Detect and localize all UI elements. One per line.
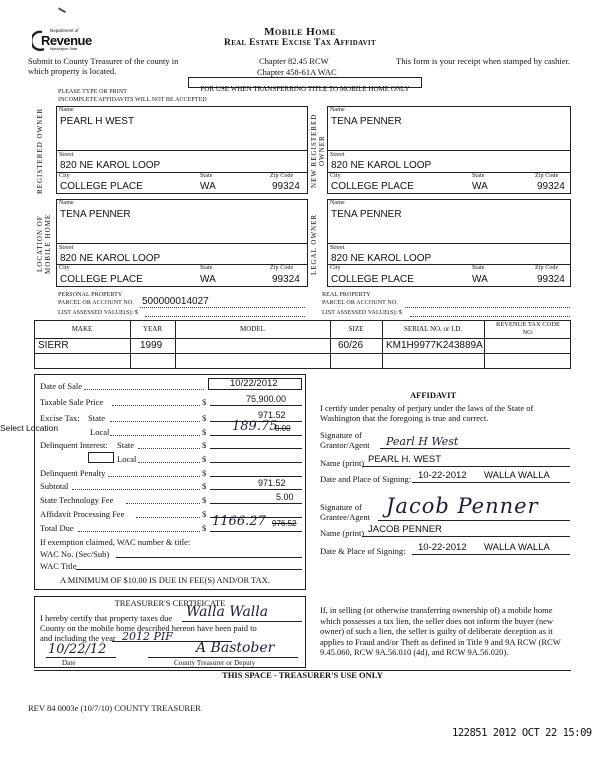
grantor-place[interactable]: WALLA WALLA (484, 470, 550, 481)
lo-city-label: City (330, 265, 341, 271)
real-assessed-label: LIST ASSESSED VALUE(S): $ (322, 310, 403, 316)
lo-street-label: Street (330, 245, 345, 251)
grantee-signature-label: Signature of Grantee/Agent (320, 502, 371, 522)
treasurer-signature[interactable]: A Bastober (196, 640, 275, 656)
processing-fee-label: Affidavit Processing Fee (40, 509, 125, 519)
loc-city[interactable]: COLLEGE PLACE (60, 274, 143, 285)
instruction-print: PLEASE TYPE OR PRINT (58, 89, 128, 95)
total-due-struck: 976.52 (272, 519, 297, 528)
dor-logo (32, 28, 94, 52)
lo-zip-label: Zip Code (535, 265, 559, 271)
grantee-date[interactable]: 10-22-2012 (418, 542, 467, 553)
grantee-name[interactable]: JACOB PENNER (368, 524, 442, 535)
minimum-notice: A MINIMUM OF $10.00 IS DUE IN FEE(S) AND/OR TAX. (60, 575, 271, 585)
grantee-signature[interactable]: Jacob Penner (386, 494, 539, 518)
processing-fee-dollar: $ (202, 509, 207, 519)
fraud-notice: If, in selling (or otherwise transferring ownership of) a mobile home which possesses a tax lien, the seller does not inform the buyer (new owner) of such a lien, the seller is guilty of deliberate deception as it applies to Fraud and/or Theft as defined in Title 9 and 9A RCW (RCW 9.45.060, RCW 9A.56.010 (4d), and RCW 9A.56.020). (320, 605, 561, 657)
excise-state[interactable]: 971.52 (258, 410, 286, 420)
delinquent-penalty-dollar: $ (202, 468, 207, 478)
ro-zip-label: Zip Code (270, 173, 294, 179)
grantor-date-place-label: Date and Place of Signing: (320, 474, 412, 484)
col-make: MAKE (71, 325, 93, 333)
col-serial: SERIAL NO. or I.D. (403, 325, 463, 333)
excise-local-label: Local (90, 427, 110, 437)
delinquent-local-label: Local (117, 454, 137, 464)
registered-owner-label: REGISTERED OWNER (36, 107, 44, 195)
ro-name[interactable]: PEARL H WEST (60, 116, 135, 127)
excise-tax-label: Excise Tax: (40, 413, 80, 423)
treasurer-date[interactable]: 10/22/12 (48, 642, 107, 657)
no-zip-label: Zip Code (535, 173, 559, 179)
loc-zip[interactable]: 99324 (272, 274, 300, 285)
no-city[interactable]: COLLEGE PLACE (331, 181, 414, 192)
total-due-dollar: $ (202, 523, 207, 533)
vehicle-make[interactable]: SIERR (38, 340, 69, 351)
form-id: REV 84 0003e (10/7/10) COUNTY TREASURER (28, 703, 201, 713)
sale-price-label: Taxable Sale Price (40, 397, 104, 407)
receipt-text: This form is your receipt when stamped by cashier. (396, 56, 570, 66)
loc-state[interactable]: WA (200, 274, 216, 285)
ro-state[interactable]: WA (200, 181, 216, 192)
tech-fee[interactable]: 5.00 (276, 492, 294, 502)
lo-state[interactable]: WA (472, 274, 488, 285)
logo-line1: Department of (50, 28, 79, 33)
ro-street-label: Street (59, 152, 74, 158)
ro-name-label: Name (59, 107, 74, 113)
excise-state-label: State (88, 413, 105, 423)
wac-no-label: WAC No. (Sec/Sub) (40, 549, 110, 559)
no-state-label: State (472, 173, 485, 179)
wac-title-label: WAC Title (40, 561, 77, 571)
sale-price-dollar: $ (202, 397, 207, 407)
lo-zip[interactable]: 99324 (537, 274, 565, 285)
exemption-text: If exemption claimed, WAC number & title: (40, 537, 191, 547)
date-of-sale-label: Date of Sale (40, 381, 83, 391)
delinquent-interest-label: Delinquent Interest: (40, 440, 108, 450)
loc-street-label: Street (59, 245, 74, 251)
total-due-label: Total Due (40, 523, 74, 533)
lo-street[interactable]: 820 NE KAROL LOOP (331, 253, 432, 264)
sale-price[interactable]: 75,900.00 (246, 394, 287, 404)
date-of-sale[interactable]: 10/22/2012 (230, 378, 278, 389)
tech-fee-dollar: $ (202, 495, 207, 505)
grantor-signature[interactable]: Pearl H West (386, 435, 459, 448)
treasurer-signature-label: County Treasurer or Deputy (174, 659, 256, 667)
ro-street[interactable]: 820 NE KAROL LOOP (60, 160, 161, 171)
personal-assessed-label: LIST ASSESSED VALUE(S): $ (58, 310, 139, 316)
loc-state-label: State (200, 265, 213, 271)
grantor-name[interactable]: PEARL H. WEST (368, 454, 442, 465)
ro-zip[interactable]: 99324 (272, 181, 300, 192)
no-zip[interactable]: 99324 (537, 181, 565, 192)
lo-name-label: Name (330, 200, 345, 206)
col-size: SIZE (348, 325, 364, 333)
grantee-place[interactable]: WALLA WALLA (484, 542, 550, 553)
loc-name[interactable]: TENA PENNER (60, 209, 131, 220)
affidavit-title: AFFIDAVIT (410, 390, 457, 400)
logo-line3: Washington State (50, 47, 78, 51)
delinquent-state-dollar: $ (202, 440, 207, 450)
loc-city-label: City (59, 265, 70, 271)
instruction-incomplete: INCOMPLETE AFFIDAVITS WILL NOT BE ACCEPTED (58, 97, 207, 103)
logo-brand: Revenue (41, 33, 92, 48)
chapter-rcw: Chapter 82.45 RCW (259, 56, 329, 66)
personal-parcel-value[interactable]: 500000014027 (142, 296, 209, 307)
treasurer-year[interactable]: 2012 PIF (122, 630, 173, 643)
submit-text: Submit to County Treasurer of the county in which property is located. (28, 56, 179, 76)
col-year: YEAR (142, 325, 163, 333)
ro-state-label: State (200, 173, 213, 179)
subtotal-dollar: $ (202, 481, 207, 491)
delinquent-state-label: State (117, 440, 134, 450)
tech-fee-label: State Technology Fee (40, 495, 114, 505)
treasurer-text2: County on the mobile home described hereon have been paid to and including the year (40, 623, 257, 643)
no-name-label: Name (330, 107, 345, 113)
delinquent-local-dollar: $ (202, 454, 207, 464)
affidavit-text: I certify under penalty of perjury under the laws of the State of Washington that the foregoing is true and correct. (320, 403, 534, 423)
delinquent-local-select[interactable] (88, 452, 114, 463)
lo-state-label: State (472, 265, 485, 271)
loc-zip-label: Zip Code (270, 265, 294, 271)
excise-local-handwritten[interactable]: 189.75 (232, 419, 278, 434)
loc-name-label: Name (59, 200, 74, 206)
treasurer-county[interactable]: Walla Walla (186, 604, 269, 620)
title-line2: Real Estate Excise Tax Affidavit (224, 38, 376, 48)
total-due-handwritten[interactable]: 1166.27 (212, 514, 266, 529)
subtotal-label: Subtotal (40, 481, 69, 491)
excise-state-dollar: $ (202, 413, 207, 423)
use-banner-text: FOR USE WHEN TRANSFERRING TITLE TO MOBILE HOME ONLY (200, 85, 410, 93)
no-name[interactable]: TENA PENNER (331, 116, 402, 127)
grantor-name-label: Name (print) (320, 458, 365, 468)
no-state[interactable]: WA (472, 181, 488, 192)
use-banner (188, 77, 422, 93)
loc-street[interactable]: 820 NE KAROL LOOP (60, 253, 161, 264)
no-street-label: Street (330, 152, 345, 158)
excise-local-struck: 0.00 (275, 424, 291, 433)
personal-parcel-label: PARCEL OR ACCOUNT NO. (58, 300, 134, 306)
ro-city-label: City (59, 173, 70, 179)
real-property-label: REAL PROPERTY (322, 292, 371, 298)
lo-city[interactable]: COLLEGE PLACE (331, 274, 414, 285)
subtotal[interactable]: 971.52 (258, 478, 286, 488)
vehicle-serial[interactable]: KM1H9977K243889A (386, 340, 483, 351)
select-location[interactable]: Select Location (0, 423, 59, 433)
no-city-label: City (330, 173, 341, 179)
page-title (180, 26, 420, 48)
real-parcel-label: PARCEL OR ACCOUNT NO. (322, 300, 398, 306)
delinquent-penalty-label: Delinquent Penalty (40, 468, 106, 478)
personal-property-label: PERSONAL PROPERTY (58, 292, 123, 298)
lo-name[interactable]: TENA PENNER (331, 209, 402, 220)
vehicle-year[interactable]: 1999 (140, 340, 163, 351)
grantor-signature-label: Signature of Grantor/Agent (320, 430, 370, 450)
grantee-date-place-label: Date & Place of Signing: (320, 546, 406, 556)
excise-local-dollar: $ (202, 427, 207, 437)
location-label: LOCATION OF MOBILE HOME (36, 213, 52, 275)
scan-mark (56, 7, 66, 16)
cashier-stamp: 122851 2012 OCT 22 15:09 (452, 727, 592, 739)
chapter-wac: Chapter 458-61A WAC (257, 67, 337, 77)
grantor-date[interactable]: 10-22-2012 (418, 470, 467, 481)
col-model: MODEL (240, 325, 265, 333)
col-rev-code: REVENUE TAX CODE NO. (496, 321, 560, 336)
new-owner-label: NEW REGISTERED OWNER (310, 113, 326, 189)
treasurer-date-label: Date (62, 659, 76, 667)
treasurer-text1: I hereby certify that property taxes due (40, 613, 173, 623)
grantee-name-label: Name (print) (320, 528, 365, 538)
vehicle-size[interactable]: 60/26 (338, 340, 364, 351)
no-street[interactable]: 820 NE KAROL LOOP (331, 160, 432, 171)
legal-owner-label: LEGAL OWNER (310, 213, 318, 275)
ro-city[interactable]: COLLEGE PLACE (60, 181, 143, 192)
treasurer-title: TREASURER'S CERTIFICATE (114, 598, 226, 608)
treasurer-use-only: THIS SPACE - TREASURER'S USE ONLY (222, 670, 383, 680)
title-line1: Mobile Home (264, 26, 336, 38)
